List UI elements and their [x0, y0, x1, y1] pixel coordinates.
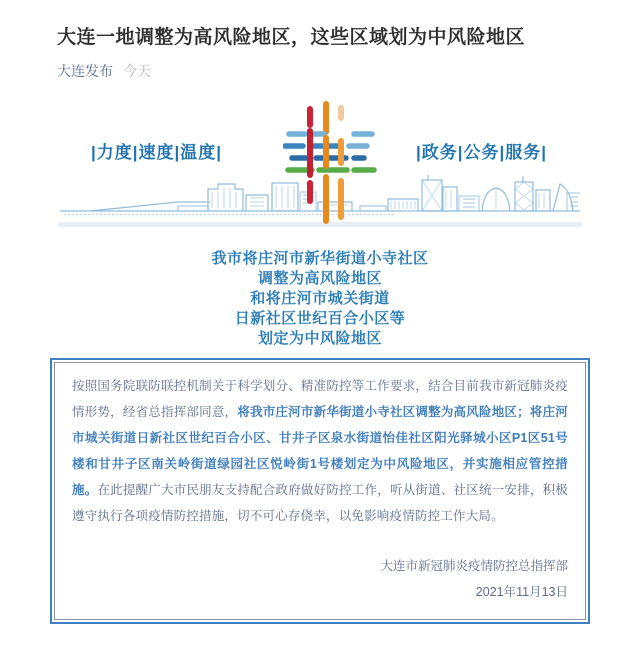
notice-paragraph [72, 373, 568, 529]
highlight-line: 划定为中风险地区 [257, 330, 382, 347]
notice-signature: 大连市新冠肺炎疫情防控总指挥部 [380, 559, 568, 573]
notice-box [50, 358, 590, 624]
highlight-line: 我市将庄河市新华街道小寺社区 [211, 250, 429, 267]
dalian-fabu-logo-icon [283, 101, 397, 227]
source-account-link[interactable]: 大连发布 [57, 63, 113, 79]
byline [57, 61, 583, 81]
notice-inner-border [54, 362, 586, 620]
banner-image [60, 101, 580, 227]
highlight-line: 日新社区世纪百合小区等 [234, 310, 406, 327]
notice-lead: 按照国务院联防联控机制关于科学划分、精准防控等工作要求，结合目前我市新冠肺炎疫情形势，经省总指挥部同意， [72, 379, 568, 419]
highlight-text [0, 249, 640, 349]
publish-time: 今天 [123, 63, 151, 79]
slogan-right: |政务|公务|服务| [416, 143, 548, 162]
highlight-line: 调整为高风险地区 [257, 270, 382, 287]
notice-tail: 在此提醒广大市民朋友支持配合政府做好防控工作，听从街道、社区统一安排，积极遵守执行各项疫情防控措施，切不可心存侥幸，以免影响疫情防控工作大局。 [72, 483, 568, 523]
notice-date: 2021年11月13日 [475, 585, 568, 599]
slogan-left: |力度|速度|温度| [91, 143, 223, 162]
notice-emphasis: 将我市庄河市新华街道小寺社区调整为高风险地区；将庄河市城关街道日新社区世纪百合小区、甘井子区泉水街道怡佳社区阳光驿城小区P1区51号楼和甘井子区南关岭街道绿园社区悦岭街1号楼划定为中风险地区，并实施相应管控措施。 [72, 405, 568, 497]
highlight-line: 和将庄河市城关街道 [250, 290, 390, 307]
page-title: 大连一地调整为高风险地区，这些区域划为中风险地区 [57, 27, 526, 48]
